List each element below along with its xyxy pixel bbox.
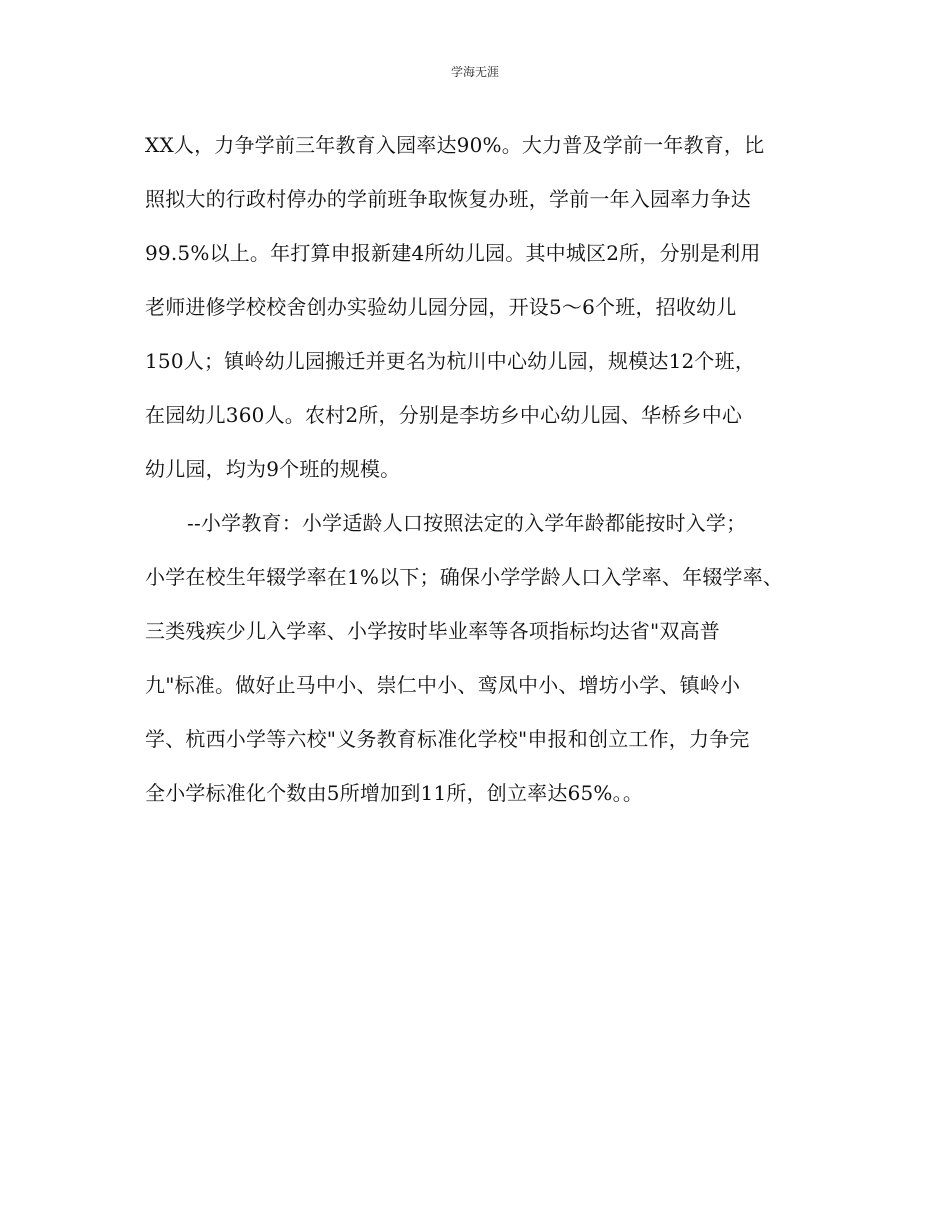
paragraph-start-line: --小学教育：小学适龄人口按照法定的入学年龄都能按时入学；	[187, 511, 747, 535]
text-line: 学、杭西小学等六校"义务教育标准化学校"申报和创立工作，力争完	[145, 727, 750, 751]
text-line: 老师进修学校校舍创办实验幼儿园分园，开设5～6个班，招收幼儿	[145, 295, 737, 319]
text-line: 全小学标准化个数由5所增加到11所，创立率达65%。。	[145, 781, 644, 805]
text-line: 150人；镇岭幼儿园搬迁并更名为杭川中心幼儿园，规模达12个班，	[145, 349, 756, 373]
text-line: 在园幼儿360人。农村2所，分别是李坊乡中心幼儿园、华桥乡中心	[145, 403, 743, 427]
text-line: XX人，力争学前三年教育入园率达90%。大力普及学前一年教育，比	[145, 133, 765, 157]
text-line: 九"标准。做好止马中小、崇仁中小、鸾凤中小、增坊小学、镇岭小	[145, 673, 741, 697]
document-body	[145, 118, 815, 820]
page-header: 学海无涯	[450, 65, 499, 79]
text-line: 三类残疾少儿入学率、小学按时毕业率等各项指标均达省"双高普	[145, 619, 720, 643]
text-line: 幼儿园，均为9个班的规模。	[145, 457, 401, 481]
text-line: 99.5%以上。年打算申报新建4所幼儿园。其中城区2所，分别是利用	[145, 241, 761, 265]
text-line: 照拟大的行政村停办的学前班争取恢复办班，学前一年入园率力争达	[145, 187, 751, 211]
text-line: 小学在校生年辍学率在1%以下；确保小学学龄人口入学率、年辍学率、	[145, 565, 784, 589]
